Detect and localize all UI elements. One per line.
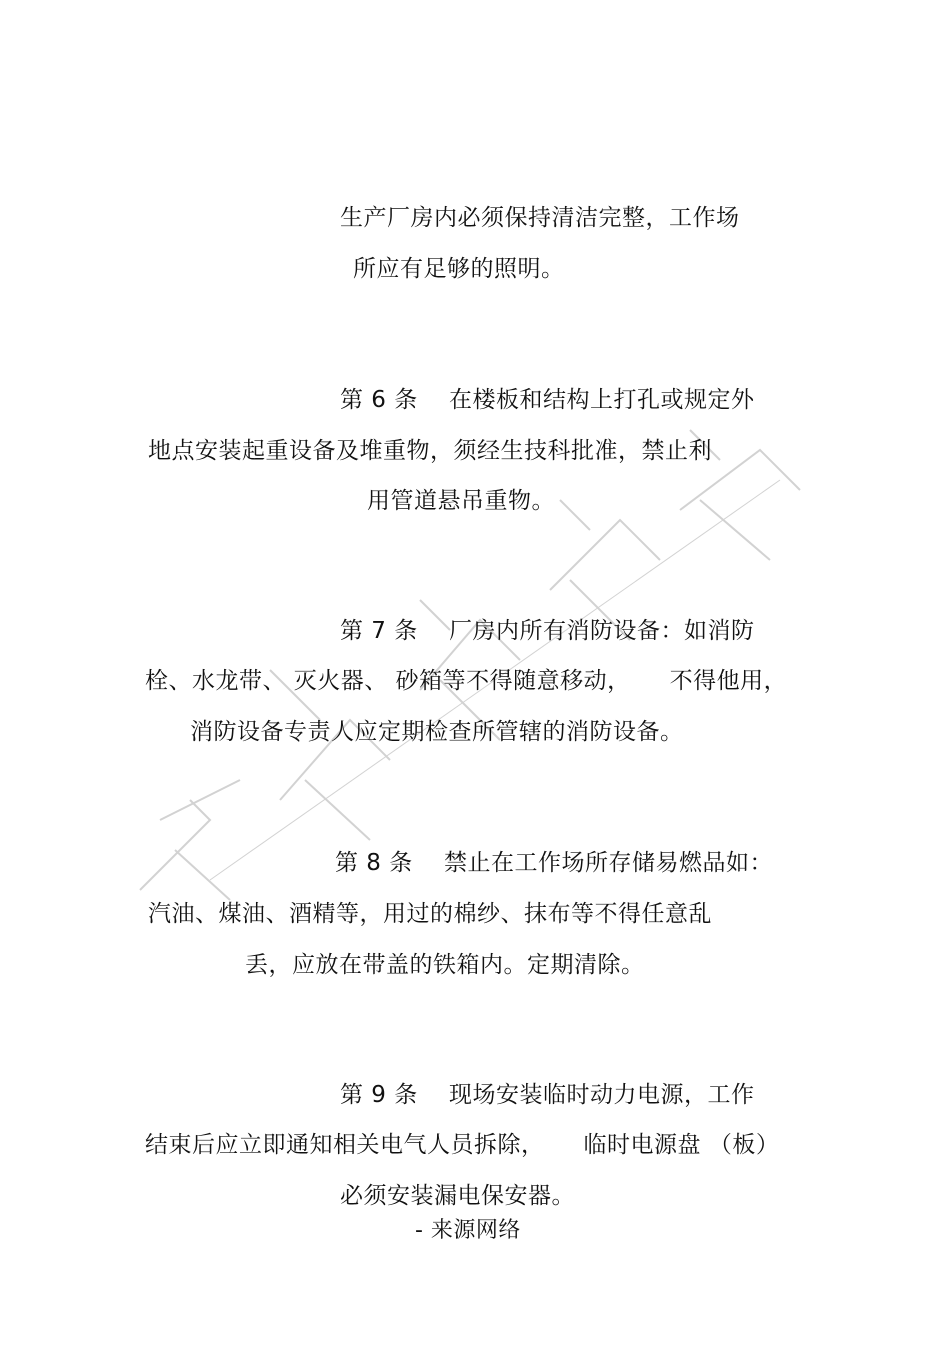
article-9-line-3: 必须安装漏电保安器。 xyxy=(340,1183,575,1209)
article-8-line-3: 丢，应放在带盖的铁箱内。定期清除。 xyxy=(245,952,645,978)
article-8-line-2: 汽油、煤油、酒精等，用过的棉纱、抹布等不得任意乱 xyxy=(148,901,712,927)
article-7-line-2: 栓、水龙带、 灭火器、 砂箱等不得随意移动， 不得他用， xyxy=(145,668,788,694)
article-7-line-1: 第 7 条 厂房内所有消防设备：如消防 xyxy=(340,618,755,644)
article-6-line-3: 用管道悬吊重物。 xyxy=(367,488,555,514)
paragraph-1-line-1: 生产厂房内必须保持清洁完整，工作场 xyxy=(340,205,740,231)
paragraph-1-line-2: 所应有足够的照明。 xyxy=(353,256,565,282)
article-8-line-1: 第 8 条 禁止在工作场所存储易燃品如： xyxy=(335,850,773,876)
article-9-line-2: 结束后应立即通知相关电气人员拆除， 临时电源盘 （板） xyxy=(145,1132,780,1158)
article-6-line-1: 第 6 条 在楼板和结构上打孔或规定外 xyxy=(340,387,755,413)
article-6-line-2: 地点安装起重设备及堆重物，须经生技科批准，禁止利 xyxy=(148,438,712,464)
article-9-line-1: 第 9 条 现场安装临时动力电源，工作 xyxy=(340,1082,755,1108)
source-note: - 来源网络 xyxy=(415,1218,521,1243)
article-7-line-3: 消防设备专责人应定期检查所管辖的消防设备。 xyxy=(190,719,684,745)
